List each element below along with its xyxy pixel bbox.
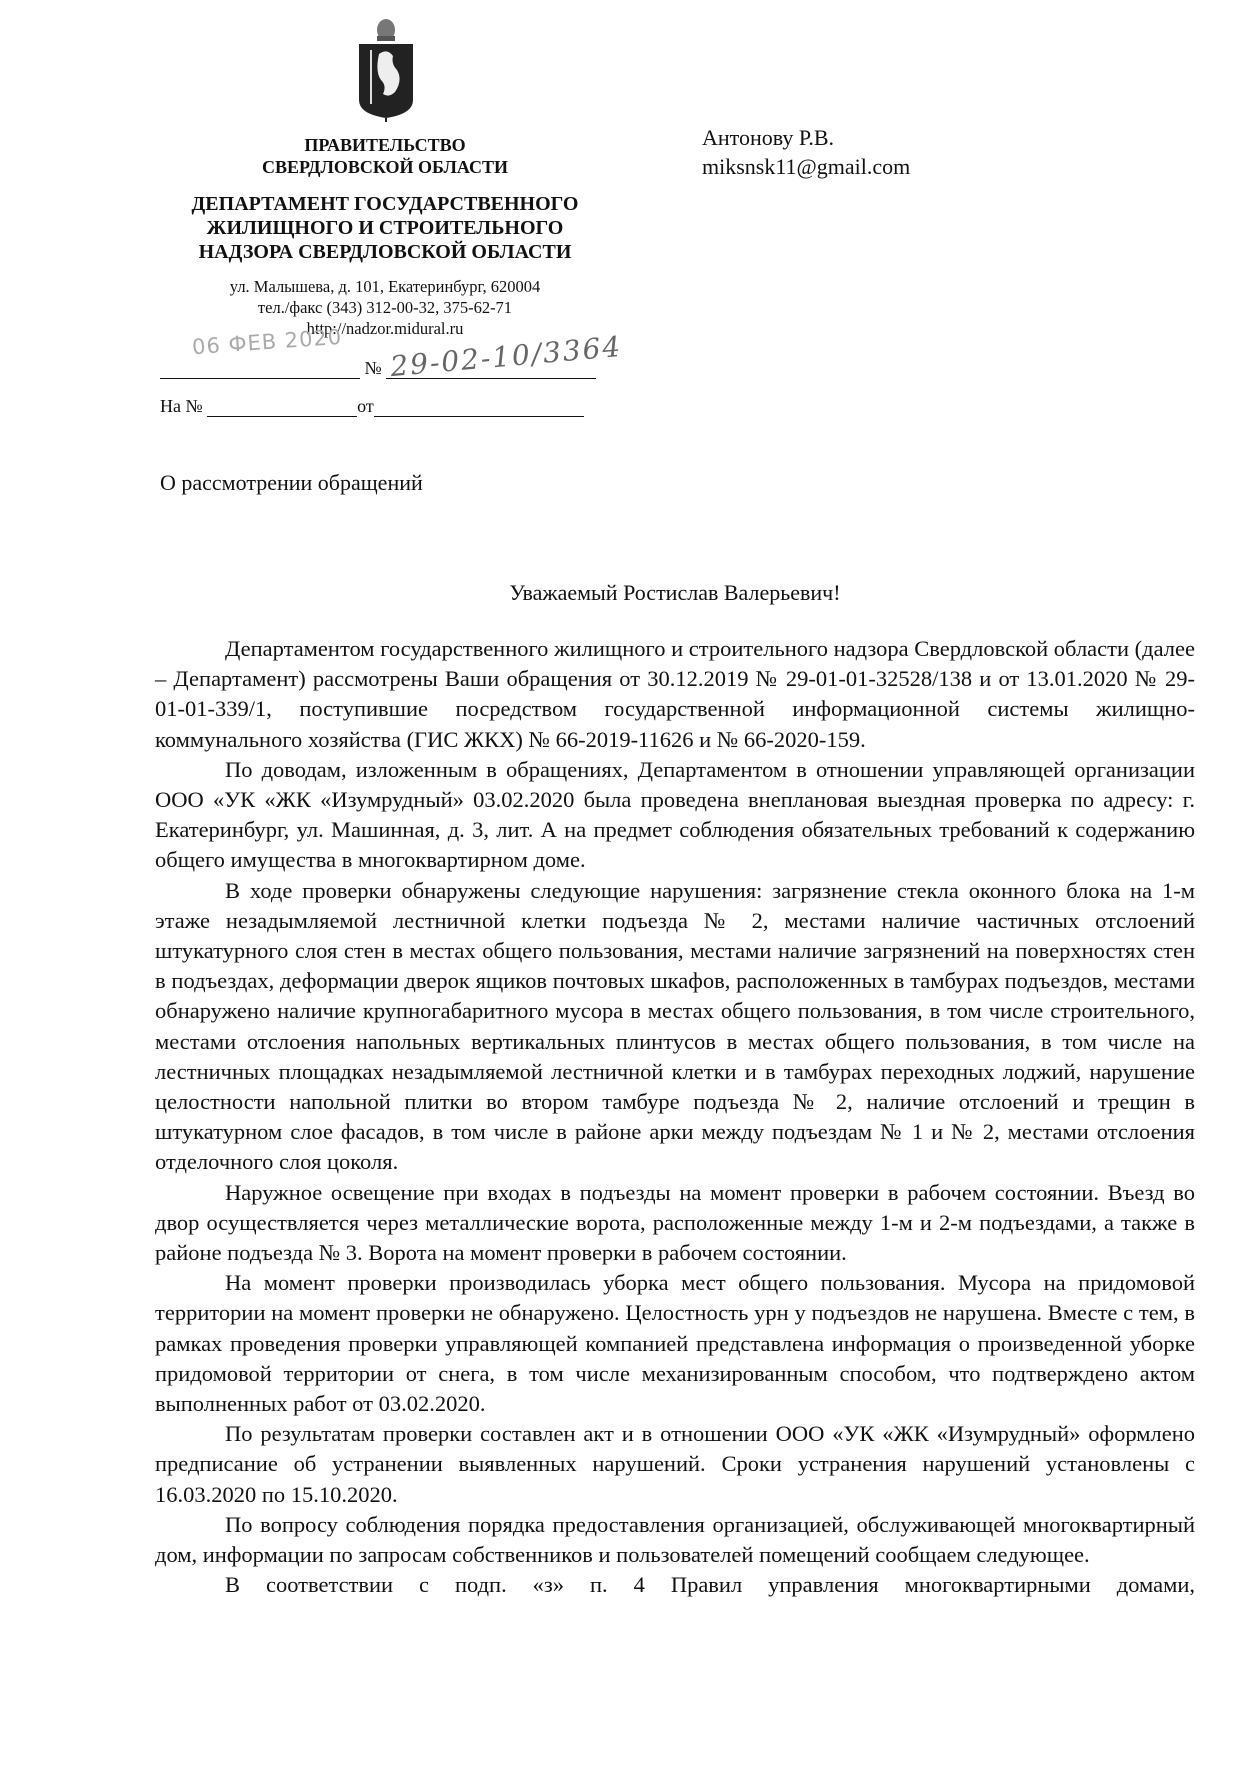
paragraph: По вопросу соблюдения порядка предоставления организацией, обслуживающей многоквартирный дом, информации по запросам собственников и пользователей помещений сообщаем следующее. (155, 1511, 1195, 1568)
paragraph: По доводам, изложенным в обращениях, Департаментом в отношении управляющей организации ООО «УК «ЖК «Изумрудный» 03.02.2020 была проведена внеплановая выездная проверка по адресу: г. Екатеринбург, ул. Машинная, д. 3, лит. А на предмет соблюдения обязательных требований к содержанию общего имущества в многоквартирном доме. (155, 756, 1195, 873)
reply-to-label: На № (160, 396, 203, 416)
paragraph: На момент проверки производилась уборка мест общего пользования. Мусора на придомовой территории на момент проверки не обнаружено. Целостность урн у подъездов не нарушена. Вместе с тем, в рамках проведения проверки управляющей компанией представлена информация о произведенной уборке придомовой территории от снега, в том числе механизированным способом, что подтверждено актом выполненных работ от 03.02.2020. (155, 1270, 1195, 1417)
recipient-email: miksnsk11@gmail.com (702, 154, 911, 179)
date-stamp: 06 ФЕВ 2020 (191, 324, 343, 360)
letter-body (155, 634, 1195, 1601)
department-name (150, 192, 620, 264)
reply-number-blank (207, 398, 357, 417)
from-label: от (357, 396, 374, 416)
paragraph: Наружное освещение при входах в подъезды на момент проверки в рабочем состоянии. Въезд во двор осуществляется через металлические ворота, расположенные между 1-м и 2-м подъездами, а также в районе подъезда № 3. Ворота на момент проверки в рабочем состоянии. (155, 1179, 1195, 1266)
recipient-name: Антонову Р.В. (702, 125, 835, 150)
website: http://nadzor.midural.ru (306, 319, 464, 338)
department-line: НАДЗОРА СВЕРДЛОВСКОЙ ОБЛАСТИ (198, 241, 572, 263)
date-blank (160, 360, 360, 379)
department-contacts (150, 276, 620, 339)
phone: тел./факс (343) 312-00-32, 375-62-71 (257, 298, 513, 317)
paragraph: В соответствии с подп. «з» п. 4 Правил управления многоквартирными домами, (225, 1572, 1195, 1598)
department-line: ДЕПАРТАМЕНТ ГОСУДАРСТВЕННОГО (191, 193, 579, 215)
recipient (702, 123, 910, 181)
salutation: Уважаемый Ростислав Валерьевич! (509, 580, 841, 605)
government-name (150, 134, 620, 178)
reply-date-blank (374, 398, 584, 417)
government-line: СВЕРДЛОВСКОЙ ОБЛАСТИ (262, 157, 508, 177)
handwritten-number: 29-02-10/3364 (389, 329, 624, 384)
subject: О рассмотрении обращений (160, 470, 423, 495)
number-label: № (364, 358, 382, 378)
address: ул. Малышева, д. 101, Екатеринбург, 620004 (229, 277, 541, 296)
paragraph: В ходе проверки обнаружены следующие нарушения: загрязнение стекла оконного блока на 1-м этаже незадымляемой лестничной клетки подъезда № 2, местами наличие частичных отслоений штукатурного слоя стен в местах общего пользования, местами наличие загрязнений на поверхностях стен в подъездах, деформации дверок ящиков почтовых шкафов, расположенных в тамбурах подъездов, местами обнаружено наличие крупногабаритного мусора в местах общего пользования, в том числе строительного, местами отслоения напольных вертикальных плинтусов в местах общего пользования, в том числе на лестничных площадках незадымляемой лестничной клетки и в тамбурах переходных лоджий, нарушение целостности напольной плитки во втором тамбуре подъезда № 2, наличие отслоений и трещин в штукатурном слое фасадов, в том числе в районе арки между подъездам № 1 и № 2, местами отслоения отделочного слоя цоколя. (155, 877, 1195, 1175)
paragraph: По результатам проверки составлен акт и в отношении ООО «УК «ЖК «Изумрудный» оформлено предписание об устранении выявленных нарушений. Сроки устранения нарушений установлены с 16.03.2020 по 15.10.2020. (155, 1421, 1195, 1507)
coat-of-arms-emblem (355, 18, 417, 122)
paragraph: Департаментом государственного жилищного и строительного надзора Свердловской области (далее – Департамент) рассмотрены Ваши обращения от 30.12.2019 № 29-01-01-32528/138 и от 13.01.2020 № 29-01-01-339/1, поступившие посредством государственной информационной системы жилищно-коммунального хозяйства (ГИС ЖКХ) № 66-2019-11626 и № 66-2020-159. (155, 636, 1195, 752)
department-line: ЖИЛИЩНОГО И СТРОИТЕЛЬНОГО (206, 217, 564, 239)
government-line: ПРАВИТЕЛЬСТВО (304, 135, 466, 155)
reply-reference-line (160, 396, 584, 417)
